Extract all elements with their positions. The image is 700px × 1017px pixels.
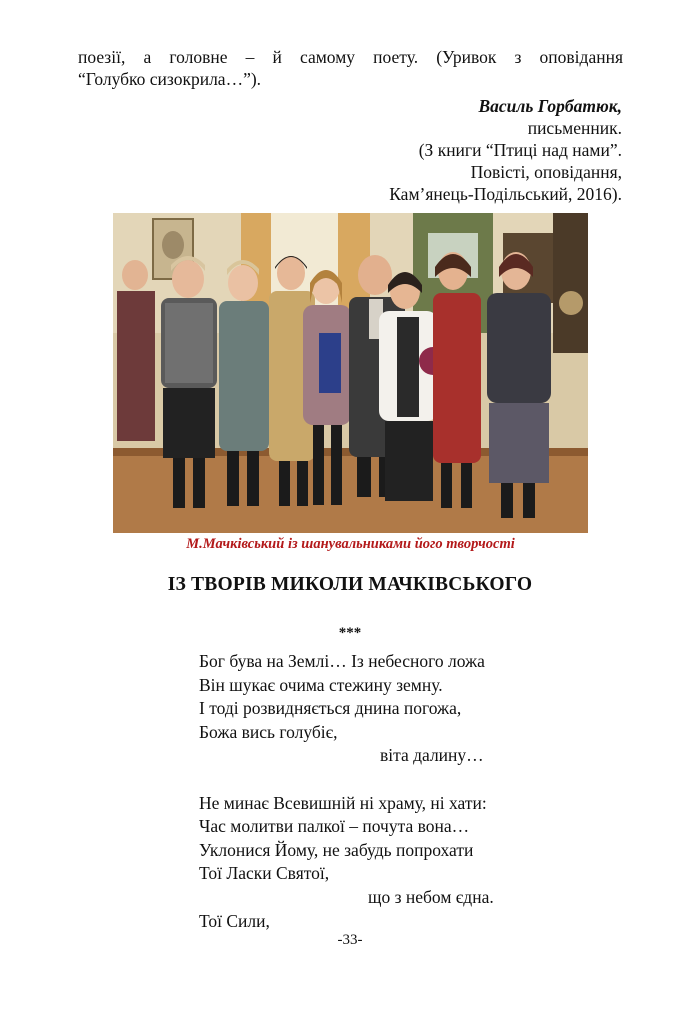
poem-line: Не минає Всевишній ні храму, ні хати: bbox=[199, 792, 487, 813]
poem-line: Час молитви палкої – почута вона… bbox=[199, 816, 470, 837]
stanza-gap bbox=[199, 768, 619, 792]
attribution bbox=[389, 95, 622, 205]
poem-line: Тої Ласки Святої, bbox=[199, 863, 330, 884]
intro-line-1: поезії, а головне – й самому поету. (Уривок з оповідання bbox=[78, 47, 623, 67]
poem-line: Тої Сили, bbox=[199, 910, 270, 931]
author-role: письменник. bbox=[527, 118, 622, 138]
intro-line-2: “Голубко сизокрила…”). bbox=[78, 69, 262, 89]
poem-line: І тоді розвидняється днина погожа, bbox=[199, 698, 462, 719]
poem-line: віта далину… bbox=[380, 745, 484, 766]
poem-line: Уклонися Йому, не забудь попрохати bbox=[199, 839, 474, 860]
group-photo bbox=[113, 213, 588, 533]
poem-line: Він шукає очима стежину земну. bbox=[199, 674, 443, 695]
author-name: Василь Горбатюк, bbox=[478, 96, 622, 116]
source-line-3: Кам’янець-Подільський, 2016). bbox=[389, 184, 622, 204]
poem bbox=[199, 650, 619, 933]
poem-marker: *** bbox=[338, 625, 362, 641]
intro-paragraph bbox=[78, 46, 623, 90]
section-title: ІЗ ТВОРІВ МИКОЛИ МАЧКІВСЬКОГО bbox=[167, 574, 533, 595]
source-line-2: Повісті, оповідання, bbox=[470, 162, 622, 182]
poem-line: Бог бува на Землі… Із небесного ложа bbox=[199, 651, 485, 671]
poem-line: що з небом єдна. bbox=[368, 886, 494, 907]
source-line-1: (З книги “Птиці над нами”. bbox=[418, 140, 622, 160]
page-number: -33- bbox=[337, 932, 363, 948]
photo-caption: М.Мачківський із шанувальниками його творчості bbox=[186, 536, 515, 552]
poem-line: Божа вись голубіє, bbox=[199, 721, 338, 742]
